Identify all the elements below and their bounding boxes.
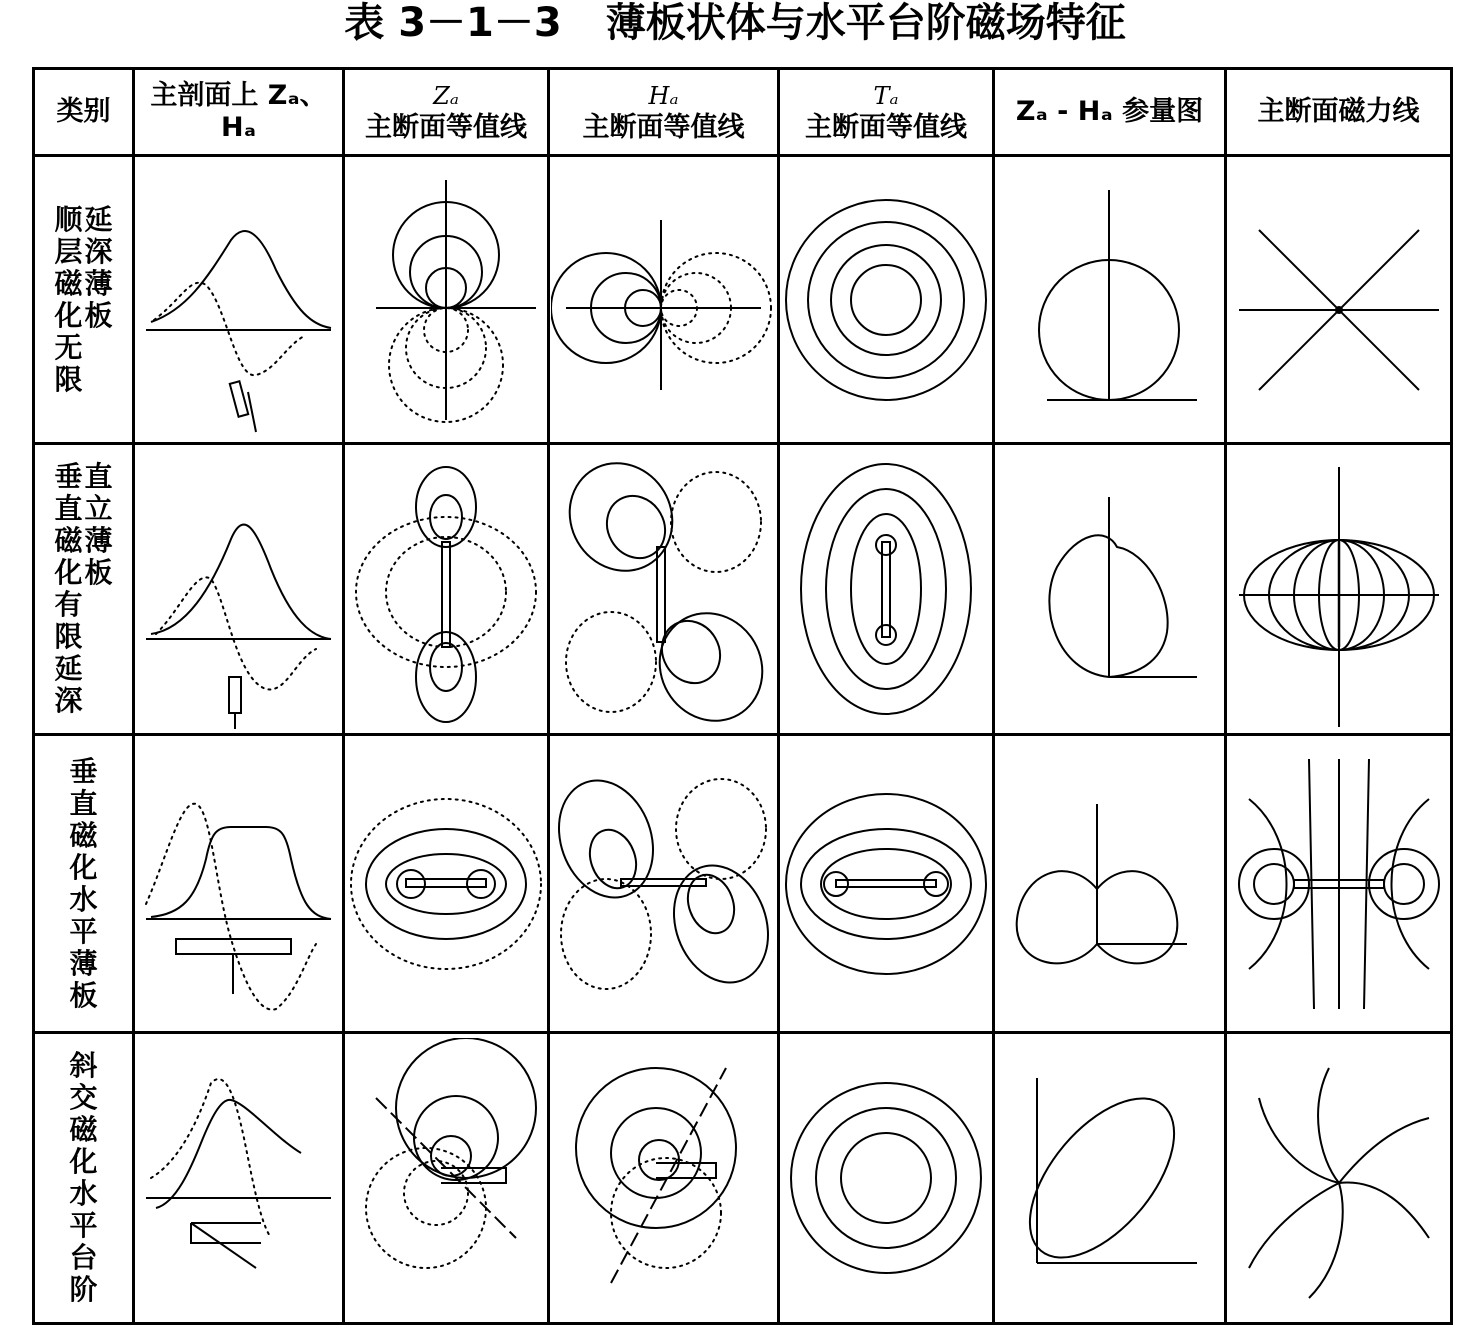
row2-field-lines <box>1226 444 1452 735</box>
row3-profile-figure <box>134 735 344 1033</box>
header-ta <box>779 69 994 156</box>
header-ha <box>549 69 779 156</box>
ta-symbol: Tₐ <box>873 82 899 110</box>
row4-category <box>34 1033 134 1324</box>
ha-label: 主断面等值线 <box>582 112 745 143</box>
table-number: 表 3－1－3 <box>344 0 562 46</box>
row-horizontal-step <box>34 1033 1452 1324</box>
row1-ha-contours <box>549 156 779 444</box>
row1-profile-figure <box>134 156 344 444</box>
row1-category <box>34 156 134 444</box>
row2-label-a: 垂直磁化有限延深 <box>54 460 83 717</box>
ha-symbol: Hₐ <box>648 82 679 110</box>
row2-param-plot <box>994 444 1226 735</box>
row1-label-b: 延深薄板 <box>84 202 113 332</box>
header-lines: 主断面磁力线 <box>1226 69 1452 156</box>
row2-ha-contours <box>549 444 779 735</box>
row4-param-plot <box>994 1033 1226 1324</box>
row3-ha-contours <box>549 735 779 1033</box>
table-title <box>0 0 1470 50</box>
row3-param-plot <box>994 735 1226 1033</box>
za-symbol: Zₐ <box>433 82 459 110</box>
row4-ha-contours <box>549 1033 779 1324</box>
header-row <box>34 69 1452 156</box>
row4-za-contours <box>344 1033 549 1324</box>
row2-label-b: 直立薄板 <box>84 460 113 589</box>
row3-ta-contours <box>779 735 994 1033</box>
header-param: Zₐ - Hₐ 参量图 <box>994 69 1226 156</box>
row3-category <box>34 735 134 1033</box>
row1-ta-contours <box>779 156 994 444</box>
row-horizontal-sheet <box>34 735 1452 1033</box>
header-category: 类别 <box>34 69 134 156</box>
row2-profile-figure <box>134 444 344 735</box>
ta-label: 主断面等值线 <box>805 112 967 143</box>
row1-param-plot <box>994 156 1226 444</box>
header-profile: 主剖面上 Zₐ、Hₐ <box>134 69 344 156</box>
row2-category <box>34 444 134 735</box>
row4-label-a: 斜交磁化水平台阶 <box>69 1049 98 1306</box>
row1-za-contours <box>344 156 549 444</box>
row2-ta-contours <box>779 444 994 735</box>
za-label: 主断面等值线 <box>365 112 527 143</box>
row2-za-contours <box>344 444 549 735</box>
row1-label-a: 顺层磁化无限 <box>54 202 83 396</box>
row4-field-lines <box>1226 1033 1452 1324</box>
row4-profile-figure <box>134 1033 344 1324</box>
row-vertical-sheet <box>34 444 1452 735</box>
row3-label-a: 垂直磁化水平薄板 <box>69 754 98 1012</box>
header-za <box>344 69 549 156</box>
row1-field-lines <box>1226 156 1452 444</box>
magnetic-field-table <box>32 67 1453 1325</box>
row3-field-lines <box>1226 735 1452 1033</box>
row3-za-contours <box>344 735 549 1033</box>
row-inclined-sheet <box>34 156 1452 444</box>
row4-ta-contours <box>779 1033 994 1324</box>
table-caption: 薄板状体与水平台阶磁场特征 <box>605 0 1126 46</box>
